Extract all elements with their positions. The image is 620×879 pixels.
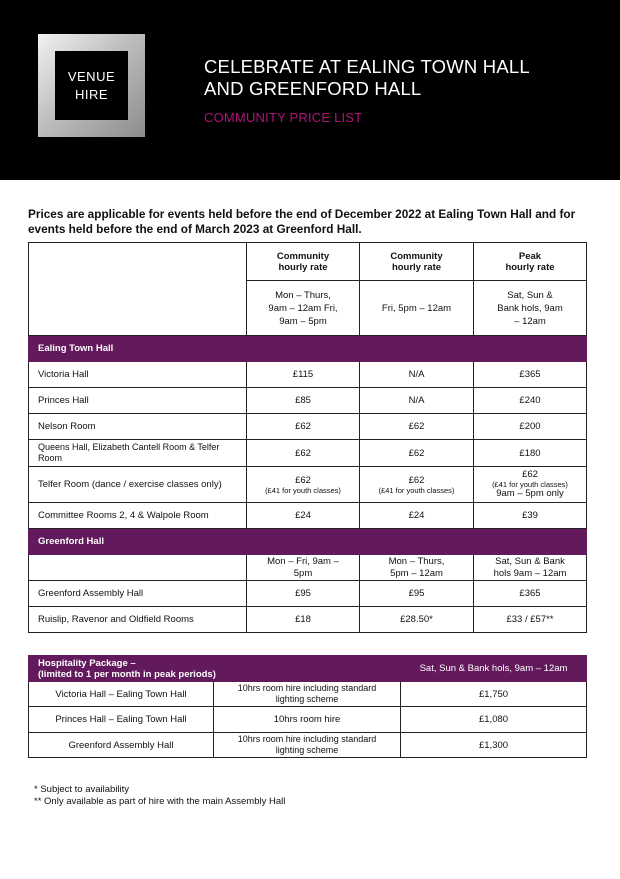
- row-price-c: £180: [474, 440, 587, 467]
- row-price-c: £365: [474, 362, 587, 388]
- hosp-price: £1,080: [401, 707, 587, 733]
- greenford-time-b: Mon – Thurs, 5pm – 12am: [360, 555, 474, 581]
- row-name: Queens Hall, Elizabeth Cantell Room & Telfer Room: [29, 440, 247, 467]
- row-name: Nelson Room: [29, 414, 247, 440]
- hosp-venue: Victoria Hall – Ealing Town Hall: [29, 682, 214, 707]
- row-name: Committee Rooms 2, 4 & Walpole Room: [29, 503, 247, 529]
- row-price-c-cell: [474, 467, 587, 503]
- greenford-time-c: Sat, Sun & Bank hols 9am – 12am: [474, 555, 587, 581]
- table-row: [29, 503, 587, 529]
- row-price-a: £18: [247, 607, 360, 633]
- hosp-price: £1,300: [401, 733, 587, 758]
- row-price-c: £240: [474, 388, 587, 414]
- hospitality-title-line-1: Hospitality Package –: [38, 657, 136, 669]
- hosp-desc: 10hrs room hire: [214, 707, 401, 733]
- hospitality-title-line-2: (limited to 1 per month in peak periods): [38, 668, 216, 680]
- title-line-2: AND GREENFORD HALL: [204, 78, 422, 99]
- row-price-c: £62: [522, 469, 538, 480]
- row-price-a: £95: [247, 581, 360, 607]
- section-ealing-row: [29, 336, 587, 362]
- table-row: [29, 467, 587, 503]
- row-price-a: £62: [247, 414, 360, 440]
- row-price-c: £39: [474, 503, 587, 529]
- table-row: [29, 440, 587, 467]
- row-price-b: N/A: [360, 388, 474, 414]
- row-name: Telfer Room (dance / exercise classes only): [29, 467, 247, 503]
- row-price-c: £200: [474, 414, 587, 440]
- col-time-peak: Sat, Sun & Bank hols, 9am – 12am: [474, 281, 587, 336]
- price-table: [28, 242, 587, 633]
- row-price-c: £33 / £57**: [474, 607, 587, 633]
- col-header-community-2: Community hourly rate: [360, 243, 474, 281]
- footnote-availability: * Subject to availability: [34, 784, 130, 795]
- section-greenford-label: Greenford Hall: [29, 529, 587, 555]
- table-row: [29, 388, 587, 414]
- row-name: Ruislip, Ravenor and Oldfield Rooms: [29, 607, 247, 633]
- title-line-1: CELEBRATE AT EALING TOWN HALL: [204, 56, 530, 77]
- col-time-community-1: Mon – Thurs, 9am – 12am Fri, 9am – 5pm: [247, 281, 360, 336]
- venue-hire-logo: [38, 34, 145, 137]
- table-row: [29, 682, 587, 707]
- row-name: Greenford Assembly Hall: [29, 581, 247, 607]
- row-price-a-note: (£41 for youth classes): [265, 485, 341, 495]
- row-price-a: £62: [295, 474, 311, 486]
- table-header-row: [29, 243, 587, 281]
- table-row: [29, 414, 587, 440]
- row-price-a: £85: [247, 388, 360, 414]
- footnote-assembly-hall: ** Only available as part of hire with the main Assembly Hall: [34, 796, 286, 807]
- hospitality-title: [29, 656, 401, 682]
- row-price-a: £24: [247, 503, 360, 529]
- section-ealing-label: Ealing Town Hall: [29, 336, 587, 362]
- table-row: [29, 362, 587, 388]
- header-banner: [0, 0, 620, 180]
- row-price-b: £95: [360, 581, 474, 607]
- row-price-b: N/A: [360, 362, 474, 388]
- hosp-price: £1,750: [401, 682, 587, 707]
- row-price-b: £62: [360, 414, 474, 440]
- row-price-a-cell: [247, 467, 360, 503]
- col-header-peak: Peak hourly rate: [474, 243, 587, 281]
- section-greenford-row: [29, 529, 587, 555]
- row-price-b: £62: [360, 440, 474, 467]
- logo-text: [55, 51, 128, 120]
- col-time-community-2: Fri, 5pm – 12am: [360, 281, 474, 336]
- hosp-desc: 10hrs room hire including standard lighting scheme: [214, 682, 401, 707]
- intro-text: Prices are applicable for events held before the end of December 2022 at Ealing Town Hall and for events held before the end of March 2023 at Greenford Hall.: [28, 207, 576, 236]
- hosp-desc: 10hrs room hire including standard lighting scheme: [214, 733, 401, 758]
- page-subtitle: COMMUNITY PRICE LIST: [204, 110, 363, 125]
- row-price-b: £28.50*: [360, 607, 474, 633]
- row-price-a: £115: [247, 362, 360, 388]
- col-header-community-1: Community hourly rate: [247, 243, 360, 281]
- row-price-c-note2: 9am – 5pm only: [496, 488, 564, 499]
- hospitality-header-row: [29, 656, 587, 682]
- row-name: Victoria Hall: [29, 362, 247, 388]
- row-price-a: £62: [247, 440, 360, 467]
- table-row: [29, 707, 587, 733]
- row-price-b: £62: [408, 474, 425, 486]
- page-title: [204, 56, 604, 100]
- greenford-time-a: Mon – Fri, 9am – 5pm: [247, 555, 360, 581]
- hospitality-table: [28, 655, 587, 758]
- table-row: [29, 581, 587, 607]
- header-blank-cell: [29, 243, 247, 336]
- hospitality-rate-header: Sat, Sun & Bank hols, 9am – 12am: [401, 656, 587, 682]
- hosp-venue: Greenford Assembly Hall: [29, 733, 214, 758]
- greenford-times-row: [29, 555, 587, 581]
- row-price-c-note: (£41 for youth classes): [492, 480, 568, 489]
- row-name: Princes Hall: [29, 388, 247, 414]
- logo-line-2: HIRE: [74, 87, 109, 102]
- row-price-b-cell: [360, 467, 474, 503]
- logo-line-1: VENUE: [67, 69, 116, 84]
- row-price-b: £24: [360, 503, 474, 529]
- greenford-blank-cell: [29, 555, 247, 581]
- row-price-c: £365: [474, 581, 587, 607]
- table-row: [29, 607, 587, 633]
- table-row: [29, 733, 587, 758]
- hosp-venue: Princes Hall – Ealing Town Hall: [29, 707, 214, 733]
- row-price-b-note: (£41 for youth classes): [378, 485, 455, 495]
